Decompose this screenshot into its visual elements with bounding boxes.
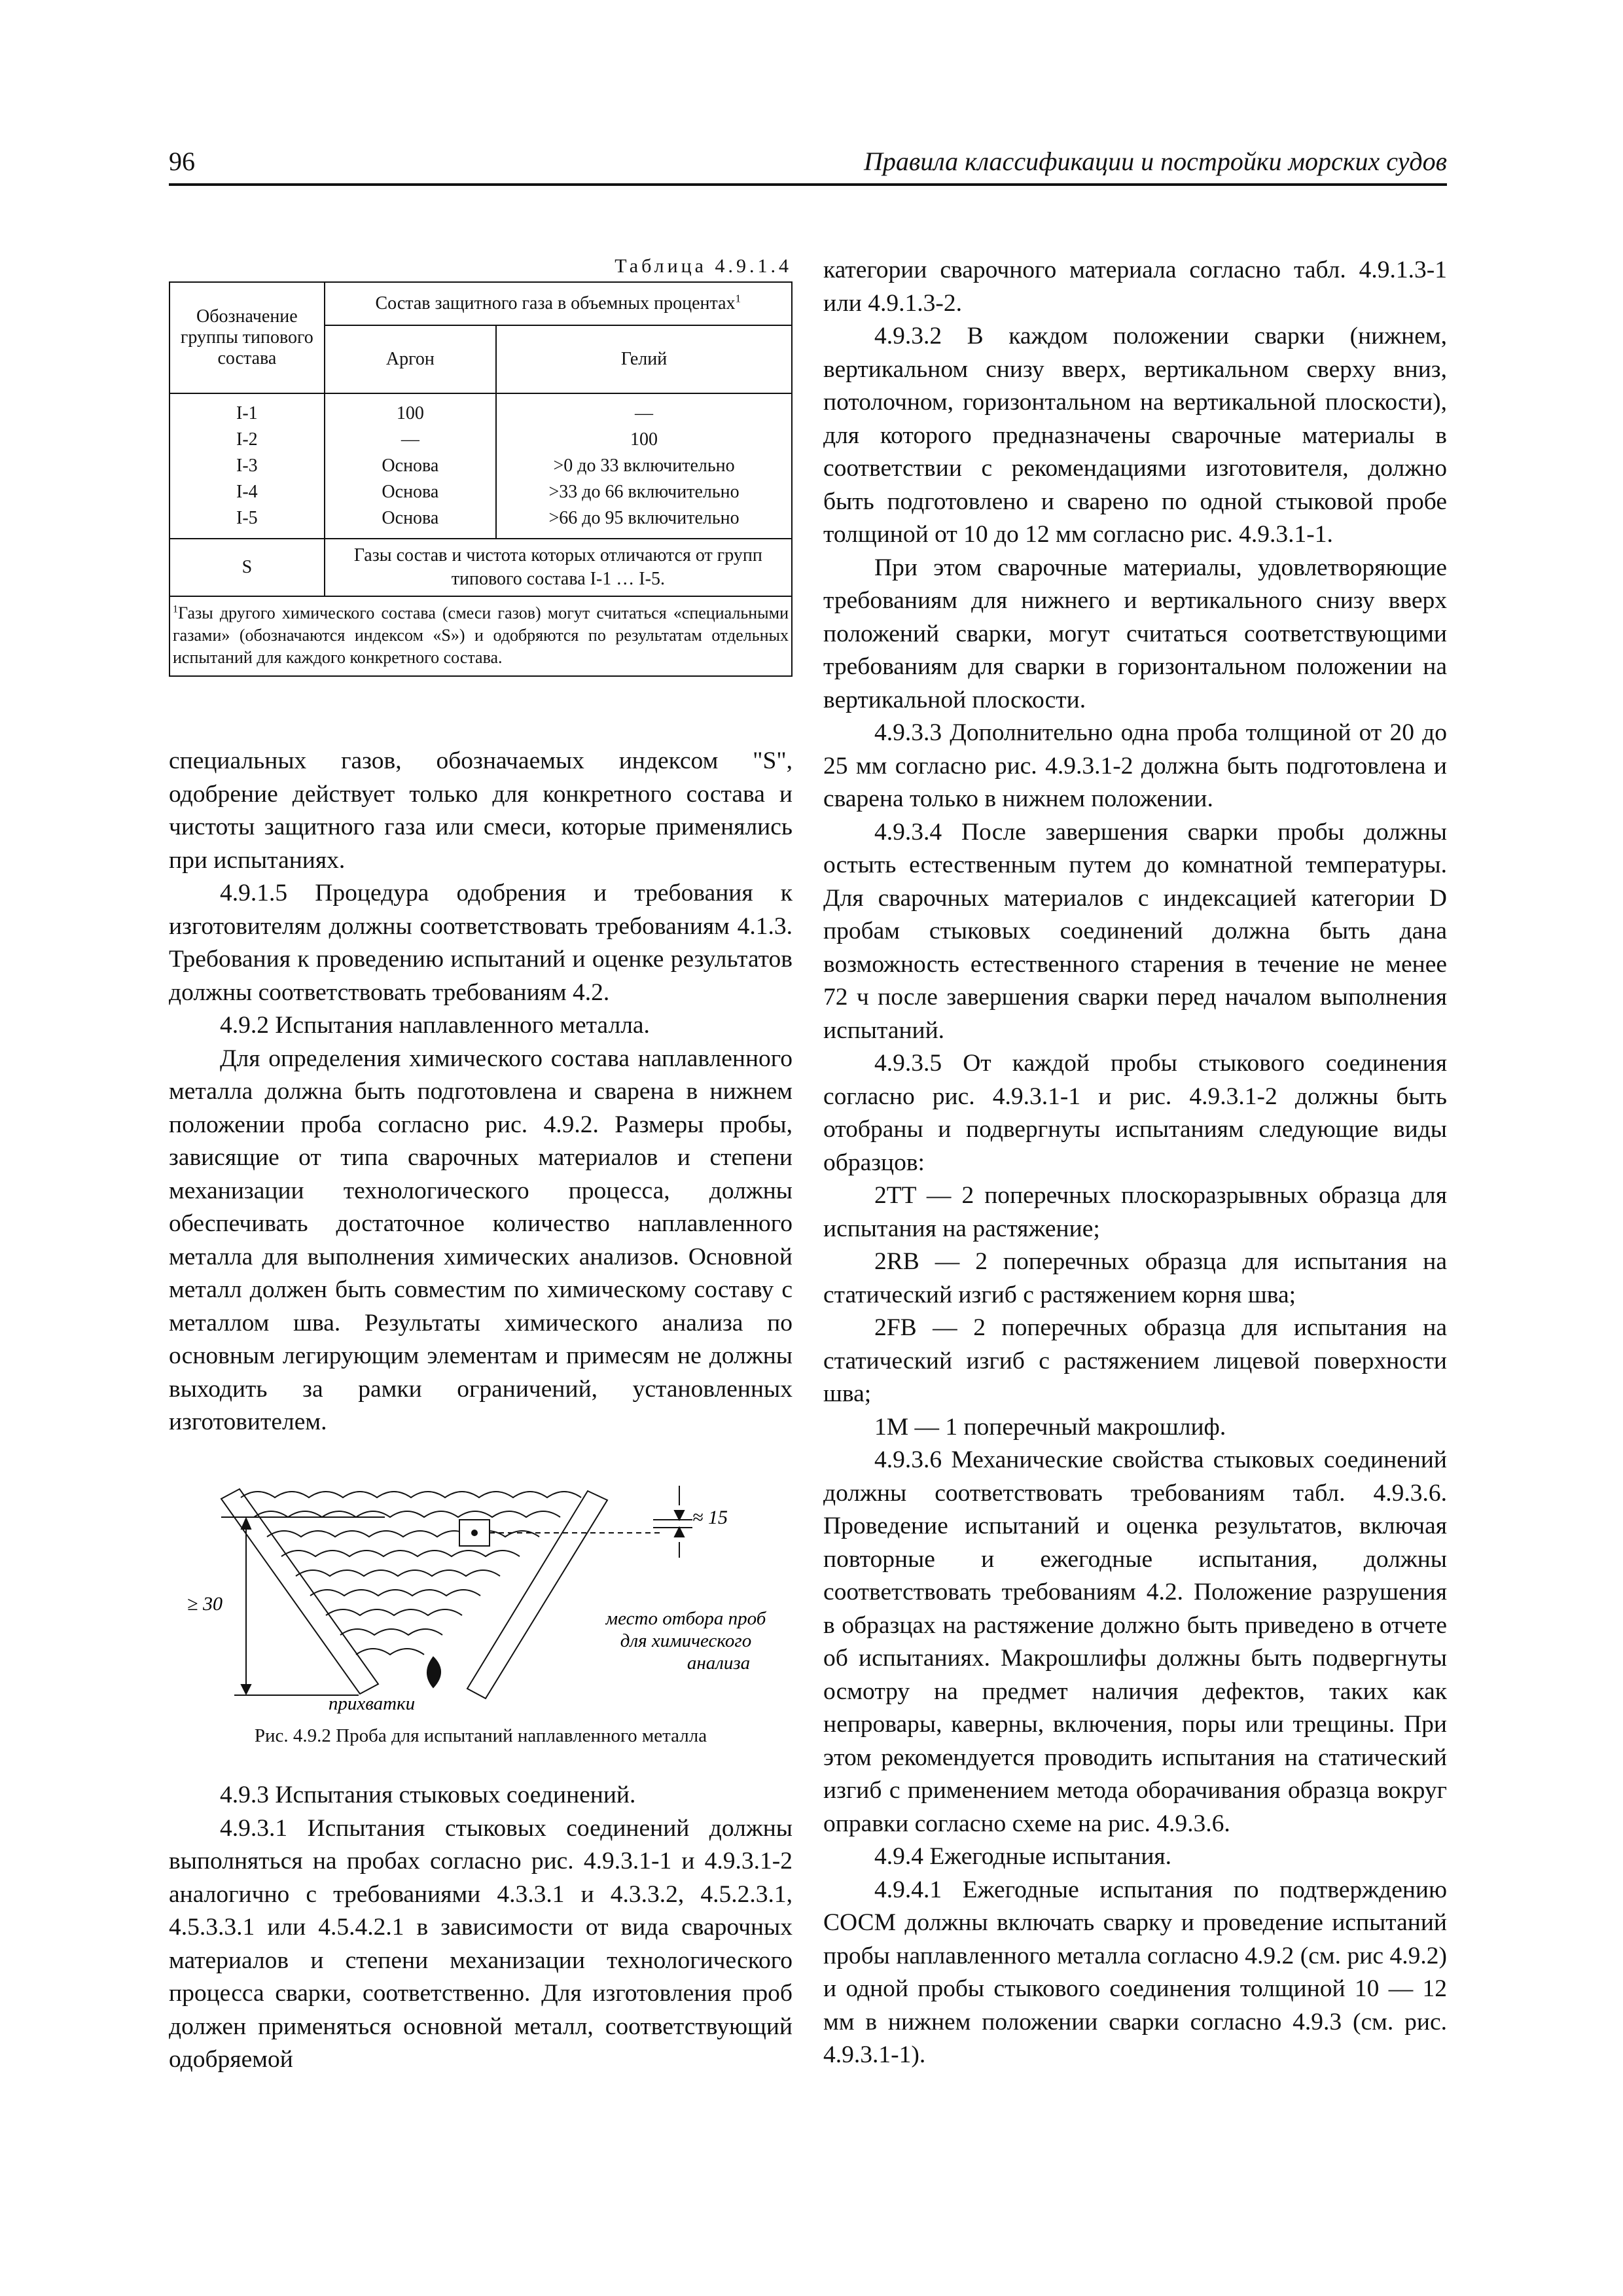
- right-column-text: [823, 254, 1447, 2072]
- figure-caption: Рис. 4.9.2 Проба для испытаний наплавленного металла: [254, 1725, 707, 1746]
- table-row-argon: Основа: [382, 508, 439, 528]
- paragraph: 4.9.3.2 В каждом положении сварки (нижнем, вертикальном снизу вверх, вертикальном сверху вниз, потолочном, горизонтальном на вертикальной плоскости), для которого предназначены сварочные материалы в соответствии с рекомендациями изготовителя, должно быть подготовлено и сварено по одной стыковой пробе толщиной от 10 до 12 мм согласно рис. 4.9.3.1-1.: [823, 323, 1447, 548]
- paragraph: 4.9.3.4 После завершения сварки пробы должны остыть естественным путем до комнатной температуры. Для сварочных материалов с индексацией категории D пробам стыковых соединений должна быть дана возможность естественного старения в течение не менее 72 ч после завершения сварки перед началом выполнения испытаний.: [823, 818, 1447, 1044]
- table-row-argon: —: [401, 429, 419, 450]
- table-header-group: Обозначение группы типового состава: [169, 282, 325, 393]
- paragraph: 4.9.3.3 Дополнительно одна проба толщиной от 20 до 25 мм согласно рис. 4.9.3.1-2 должна быть подготовлена и сварена только в нижнем положении.: [823, 719, 1447, 812]
- left-plate: [221, 1489, 378, 1694]
- label-height: ≥ 30: [187, 1593, 223, 1615]
- paragraph: 4.9.3.5 От каждой пробы стыкового соединения согласно рис. 4.9.3.1-1 и рис. 4.9.3.1-2 должны быть отобраны и подвергнуты испытаниям следующие виды образцов:: [823, 1050, 1447, 1176]
- table-row-argon: Основа: [382, 456, 439, 476]
- table-footnote: $^1$Газы другого химического состава (смеси газов) могут считаться «специальными газами» (обозначаются индексом «S») и одобряются по результатам отдельных испытаний для каждого конкретного состава.: [169, 596, 792, 676]
- paragraph: При этом сварочные материалы, удовлетворяющие требованиям для нижнего и вертикального снизу вверх положений сварки, могут считаться соответствующими требованиям для сварки в горизонтальном положении на вертикальной плоскости.: [823, 554, 1447, 713]
- paragraph: Для определения химического состава наплавленного металла должна быть подготовлена и сварена в нижнем положении проба согласно рис. 4.9.2. Размеры пробы, зависящие от типа сварочных материалов и степени механизации технологического процесса, должны обеспечивать достаточное количество наплавленного металла для выполнения химических анализов. Основной металл должен быть совместим по химическому составу с металлом шва. Результаты химического анализа по основным легирующим элементам и примесям не должны выходить за рамки ограничений, установленных изготовителем.: [169, 1045, 793, 1435]
- table-row-helium: 100: [630, 429, 658, 450]
- table-row-group: I-2: [236, 429, 258, 450]
- paragraph: 4.9.4.1 Ежегодные испытания по подтверждению СОСМ должны включать сварку и проведение испытаний пробы наплавленного металла согласно 4.9.2 (см. рис 4.9.2) и одной пробы стыкового соединения толщиной 10 — 12 мм в нижнем положении сварки согласно 4.9.3 (см. рис. 4.9.3.1-1).: [823, 1876, 1447, 2068]
- table-special-text: Газы состав и чистота которых отличаются от групп типового состава I-1 … I-5.: [325, 539, 792, 596]
- paragraph: 4.9.3.6 Механические свойства стыковых соединений должны соответствовать требованиям табл. 4.9.3.6. Проведение испытаний и оценка результатов, включая повторные и ежегодные испытания, должны соответствовать требованиям 4.2. Положение разрушения в образцах на растяжение должно быть приведено в отчете об испытаниях. Макрошлифы должны быть подвергнуты осмотру на предмет наличия дефектов, таких как непровары, каверны, включения, поры или трещины. При этом рекомендуется проводить испытания на статический изгиб с применением метода оборачивания образца вокруг оправки согласно схеме на рис. 4.9.3.6.: [823, 1446, 1447, 1837]
- label-location-2: для химического: [620, 1630, 752, 1651]
- left-column-bottom-text: [169, 1779, 793, 2077]
- label-location-3: анализа: [687, 1653, 751, 1674]
- label-location-1: место отбора проб: [605, 1608, 766, 1629]
- table-cell-argon: [325, 393, 496, 539]
- paragraph: 4.9.3.1 Испытания стыковых соединений должны выполняться на пробах согласно рис. 4.9.3.1-1 и 4.9.3.1-2 аналогично с требованиями 4.3.3.1 и 4.3.3.2, 4.5.2.3.1, 4.5.3.3.1 или 4.5.4.2.1 в зависимости от вида сварочных материалов и степени механизации технологического процесса сварки, соответственно. Для изготовления проб должен применяться основной металл, соответствующий одобряемой: [169, 1814, 793, 2073]
- label-sample-size: ≈ 15: [692, 1507, 728, 1528]
- section-heading: 4.9.4 Ежегодные испытания.: [874, 1843, 1172, 1870]
- section-heading: 4.9.3 Испытания стыковых соединений.: [220, 1782, 636, 1808]
- table-header-composition: Состав защитного газа в объемных процентах$^1$: [325, 282, 792, 325]
- list-item: 2RB — 2 поперечных образца для испытания на статический изгиб с растяжением корня шва;: [823, 1248, 1447, 1308]
- list-item: 2FB — 2 поперечных образца для испытания на статический изгиб с растяжением лицевой поверхности шва;: [823, 1314, 1447, 1407]
- label-tacks: прихватки: [328, 1693, 416, 1714]
- paragraph: 4.9.1.5 Процедура одобрения и требования к изготовителям должны соответствовать требованиям 4.1.3. Требования к проведению испытаний и оценке результатов должны соответствовать требованиям 4.2.: [169, 880, 793, 1006]
- table-row-group: I-4: [236, 482, 258, 502]
- table-row-argon: 100: [396, 403, 424, 423]
- running-title: Правила классификации и постройки морских судов: [863, 147, 1447, 176]
- table-cell-helium: [496, 393, 792, 539]
- table-row-helium: >33 до 66 включительно: [548, 482, 740, 502]
- table-row-argon: Основа: [382, 482, 439, 502]
- table-special-group: S: [169, 539, 325, 596]
- table-caption: Таблица 4.9.1.4: [615, 255, 792, 277]
- running-header: [169, 145, 1447, 186]
- tack-weld: [427, 1657, 440, 1687]
- table-row-helium: >66 до 95 включительно: [548, 508, 740, 528]
- table-row-group: I-3: [236, 456, 258, 476]
- table-header-argon: Аргон: [325, 325, 496, 393]
- sample-figure: [169, 1466, 793, 1728]
- paragraph: категории сварочного материала согласно табл. 4.9.1.3-1 или 4.9.1.3-2.: [823, 257, 1447, 317]
- table-row-group: I-1: [236, 403, 258, 423]
- table-row-group: I-5: [236, 508, 258, 528]
- table-cell-groups: [169, 393, 325, 539]
- sample-point: [472, 1530, 477, 1535]
- table-row-helium: >0 до 33 включительно: [553, 456, 735, 476]
- header-rule: [169, 183, 1447, 186]
- page-number: 96: [169, 147, 195, 176]
- left-column-text: [169, 745, 793, 1439]
- section-heading: 4.9.2 Испытания наплавленного металла.: [220, 1012, 650, 1039]
- paragraph: специальных газов, обозначаемых индексом "S", одобрение действует только для конкретного состава и чистоты защитного газа или смеси, которые применялись при испытаниях.: [169, 747, 793, 874]
- table-header-helium: Гелий: [496, 325, 792, 393]
- list-item: 2TT — 2 поперечных плоскоразрывных образца для испытания на растяжение;: [823, 1182, 1447, 1242]
- list-item: 1M — 1 поперечный макрошлиф.: [874, 1413, 1226, 1441]
- shielding-gas-table: [169, 281, 793, 677]
- table-row-helium: —: [635, 403, 654, 423]
